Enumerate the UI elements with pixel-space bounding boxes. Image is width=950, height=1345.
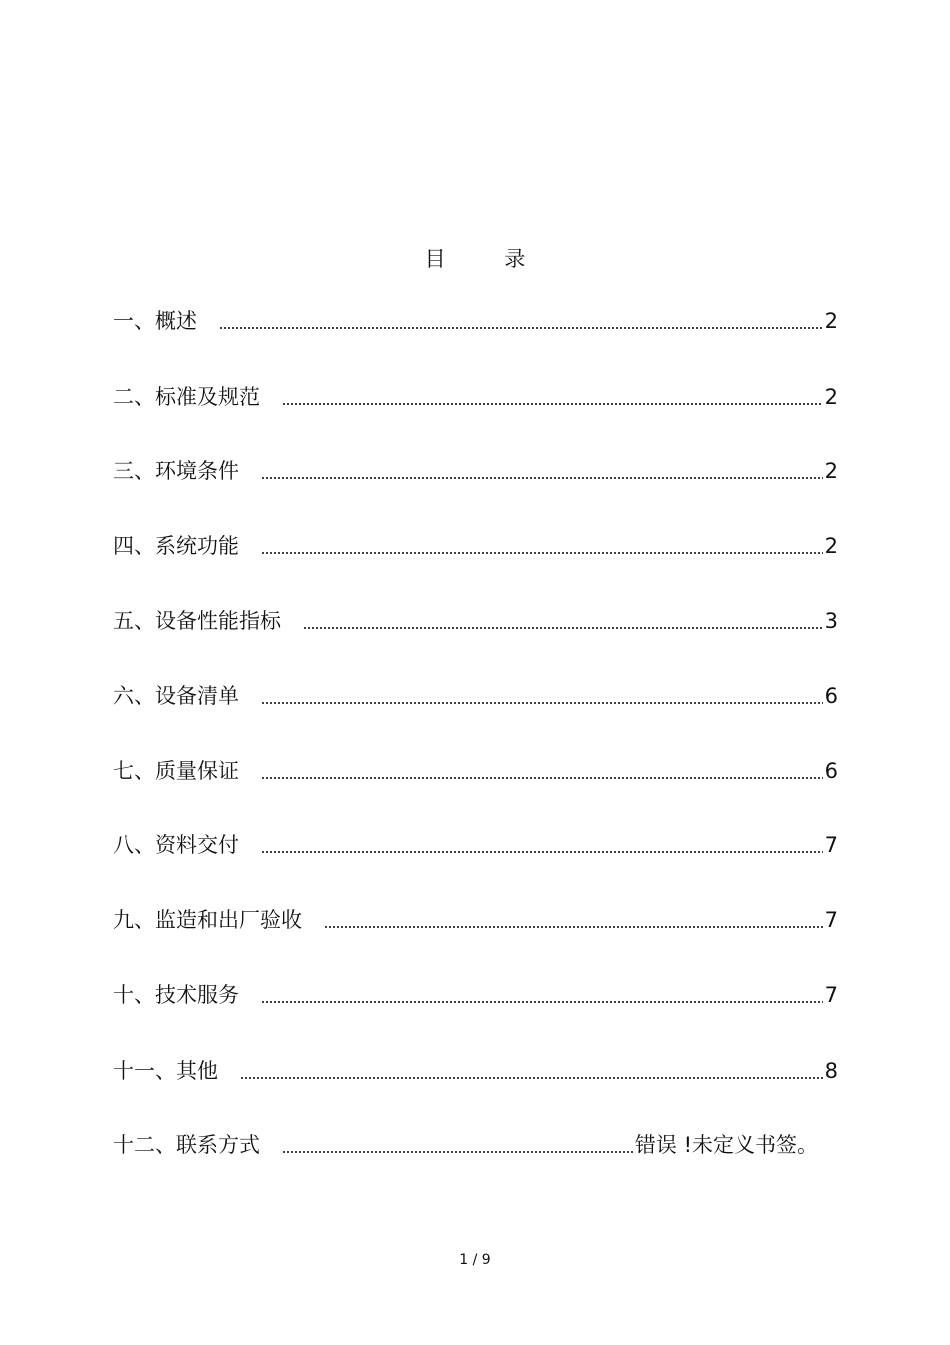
toc-leader-dots xyxy=(261,552,823,554)
toc-entry-page: 2 xyxy=(824,534,838,558)
toc-entry-page: 7 xyxy=(824,983,838,1007)
toc-entry-page: 3 xyxy=(824,609,838,633)
toc-entry-environment[interactable] xyxy=(113,456,838,486)
toc-leader-dots xyxy=(282,1151,633,1153)
toc-entry-service[interactable] xyxy=(113,980,838,1010)
toc-entry-label: 六、设备清单 xyxy=(113,684,239,708)
toc-leader-dots xyxy=(303,627,823,629)
toc-entry-standards[interactable] xyxy=(113,382,838,412)
page-number-footer: 1 / 9 xyxy=(459,1252,491,1268)
toc-entry-label: 十一、其他 xyxy=(113,1059,218,1083)
toc-entry-contact[interactable] xyxy=(113,1130,818,1160)
toc-leader-dots xyxy=(282,403,823,405)
toc-leader-dots xyxy=(324,926,823,928)
toc-entry-other[interactable] xyxy=(113,1056,838,1086)
toc-leader-dots xyxy=(261,851,823,853)
toc-entry-equipment-list[interactable] xyxy=(113,681,838,711)
toc-entry-label: 一、概述 xyxy=(113,309,197,333)
toc-entry-performance[interactable] xyxy=(113,606,838,636)
toc-leader-dots xyxy=(261,1001,823,1003)
toc-leader-dots xyxy=(261,477,823,479)
toc-entry-overview[interactable] xyxy=(113,306,838,336)
toc-leader-dots xyxy=(261,702,823,704)
toc-entry-page: 6 xyxy=(824,759,838,783)
toc-leader-dots xyxy=(261,777,823,779)
toc-entry-page: 错误 !未定义书签。 xyxy=(634,1133,818,1157)
toc-entry-page: 8 xyxy=(824,1059,838,1083)
toc-entry-label: 七、质量保证 xyxy=(113,759,239,783)
toc-entry-label: 三、环境条件 xyxy=(113,459,239,483)
page-title: 目 录 xyxy=(424,247,552,271)
toc-entry-label: 四、系统功能 xyxy=(113,534,239,558)
toc-entry-label: 九、监造和出厂验收 xyxy=(113,908,302,932)
toc-entry-label: 十、技术服务 xyxy=(113,983,239,1007)
toc-entry-page: 7 xyxy=(824,908,838,932)
toc-entry-functions[interactable] xyxy=(113,531,838,561)
toc-entry-page: 6 xyxy=(824,684,838,708)
toc-entry-page: 2 xyxy=(824,385,838,409)
toc-entry-label: 二、标准及规范 xyxy=(113,385,260,409)
toc-entry-documents[interactable] xyxy=(113,830,838,860)
toc-entry-page: 7 xyxy=(824,833,838,857)
toc-entry-page: 2 xyxy=(824,459,838,483)
toc-leader-dots xyxy=(219,327,823,329)
toc-entry-quality[interactable] xyxy=(113,756,838,786)
toc-entry-label: 八、资料交付 xyxy=(113,833,239,857)
toc-entry-label: 十二、联系方式 xyxy=(113,1133,260,1157)
toc-entry-label: 五、设备性能指标 xyxy=(113,609,281,633)
toc-entry-inspection[interactable] xyxy=(113,905,838,935)
toc-entry-page: 2 xyxy=(824,309,838,333)
toc-leader-dots xyxy=(240,1077,823,1079)
